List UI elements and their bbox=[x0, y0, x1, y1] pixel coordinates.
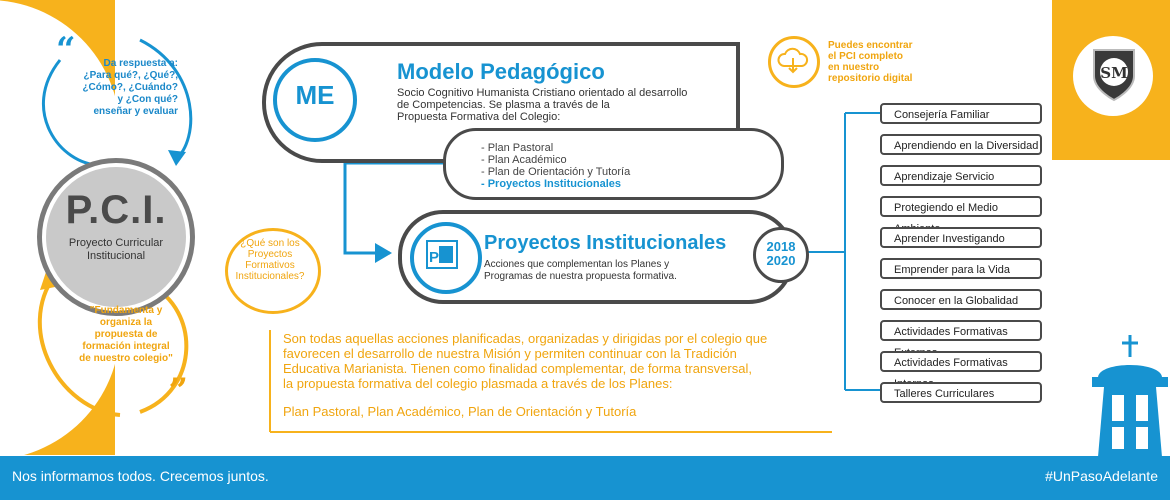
project-item: Aprender Investigando bbox=[880, 227, 1042, 248]
project-item: Emprender para la Vida bbox=[880, 258, 1042, 279]
repository-line: Puedes encontrar bbox=[828, 40, 913, 51]
footer-slogan: Nos informamos todos. Crecemos juntos. bbox=[12, 468, 269, 484]
repository-line: el PCI completo bbox=[828, 51, 904, 62]
modelo-title: Modelo Pedagógico bbox=[397, 59, 605, 84]
project-item: Protegiendo el Medio bbox=[880, 196, 1042, 217]
plan-item: - Plan Pastoral bbox=[481, 142, 554, 154]
project-item: Actividades Formativas bbox=[880, 351, 1042, 372]
proyectos-title: Proyectos Institucionales bbox=[484, 232, 727, 254]
project-item: Aprendiendo en la Diversidad bbox=[880, 134, 1042, 155]
body-line: la propuesta formativa del colegio plasmada a través de los Planes: bbox=[283, 376, 673, 391]
question-text: ¿Qué son los Proyectos Formativos Institucionales? bbox=[235, 238, 305, 282]
plan-item: - Plan de Orientación y Tutoría bbox=[481, 166, 631, 178]
modelo-desc-line2: de Competencias. Se plasma a través de la bbox=[397, 99, 610, 111]
cloud-download-icon[interactable] bbox=[776, 46, 810, 74]
modelo-desc-line3: Propuesta Formativa del Colegio: bbox=[397, 111, 561, 123]
repository-line: repositorio digital bbox=[828, 73, 913, 84]
svg-text:P: P bbox=[429, 249, 440, 266]
pci-subtitle-line2: Institucional bbox=[86, 250, 146, 262]
pci-title: P.C.I. bbox=[65, 188, 167, 232]
project-item: Conocer en la Globalidad bbox=[880, 289, 1042, 310]
footer-hashtag[interactable]: #UnPasoAdelante bbox=[1045, 468, 1158, 484]
lighthouse-icon bbox=[1090, 335, 1170, 457]
plans-list bbox=[481, 142, 630, 190]
proyectos-description bbox=[484, 259, 677, 283]
quote-bottom-text: "Fundamenta y organiza la propuesta de formación integral de nuestro colegio" bbox=[79, 305, 173, 364]
close-quote-icon: ” bbox=[168, 371, 188, 411]
project-item: Actividades Formativas bbox=[880, 320, 1042, 341]
years-badge bbox=[753, 227, 809, 283]
presentation-icon bbox=[426, 240, 460, 270]
year-start: 2018 bbox=[766, 239, 796, 254]
project-item: Consejería Familiar bbox=[880, 103, 1042, 124]
project-item: Aprendizaje Servicio bbox=[880, 165, 1042, 186]
pci-subtitle-line1: Proyecto Curricular bbox=[68, 237, 164, 249]
proyectos-desc-line1: Acciones que complementan los Planes y bbox=[484, 259, 670, 270]
proyectos-desc-line2: Programas de nuestra propuesta formativa. bbox=[484, 271, 677, 282]
body-line: Educativa Marianista. Tienen como finalidad complementar, de forma transversal, bbox=[283, 361, 752, 376]
body-text bbox=[283, 331, 843, 419]
modelo-desc-line1: Socio Cognitivo Humanista Cristiano orientado al desarrollo bbox=[397, 87, 688, 99]
repository-line: en nuestro bbox=[828, 62, 880, 73]
body-line: Son todas aquellas acciones planificadas, organizadas y dirigidas por el colegio que bbox=[283, 331, 768, 346]
project-item: Talleres Curriculares bbox=[880, 382, 1042, 403]
plan-item: - Plan Académico bbox=[481, 154, 567, 166]
me-badge: ME bbox=[295, 80, 335, 110]
open-quote-icon: “ bbox=[56, 30, 76, 70]
footer bbox=[0, 456, 1170, 500]
plan-item-highlight: - Proyectos Institucionales bbox=[481, 178, 621, 190]
quote-top-text: Da respuesta a: ¿Para qué?, ¿Qué?, ¿Cómo?, ¿Cuándo? y ¿Con qué? enseñar y evaluar bbox=[82, 58, 178, 117]
modelo-description bbox=[397, 87, 687, 123]
body-line: favorecen el desarrollo de nuestra Misión y permiten continuar con la Tradición bbox=[283, 346, 737, 361]
shield-logo-icon bbox=[1090, 46, 1138, 104]
year-end: 2020 bbox=[766, 253, 796, 268]
body-line-plans: Plan Pastoral, Plan Académico, Plan de Orientación y Tutoría bbox=[283, 404, 637, 419]
logo-letters: SM bbox=[1100, 64, 1128, 82]
repository-text bbox=[828, 40, 912, 84]
